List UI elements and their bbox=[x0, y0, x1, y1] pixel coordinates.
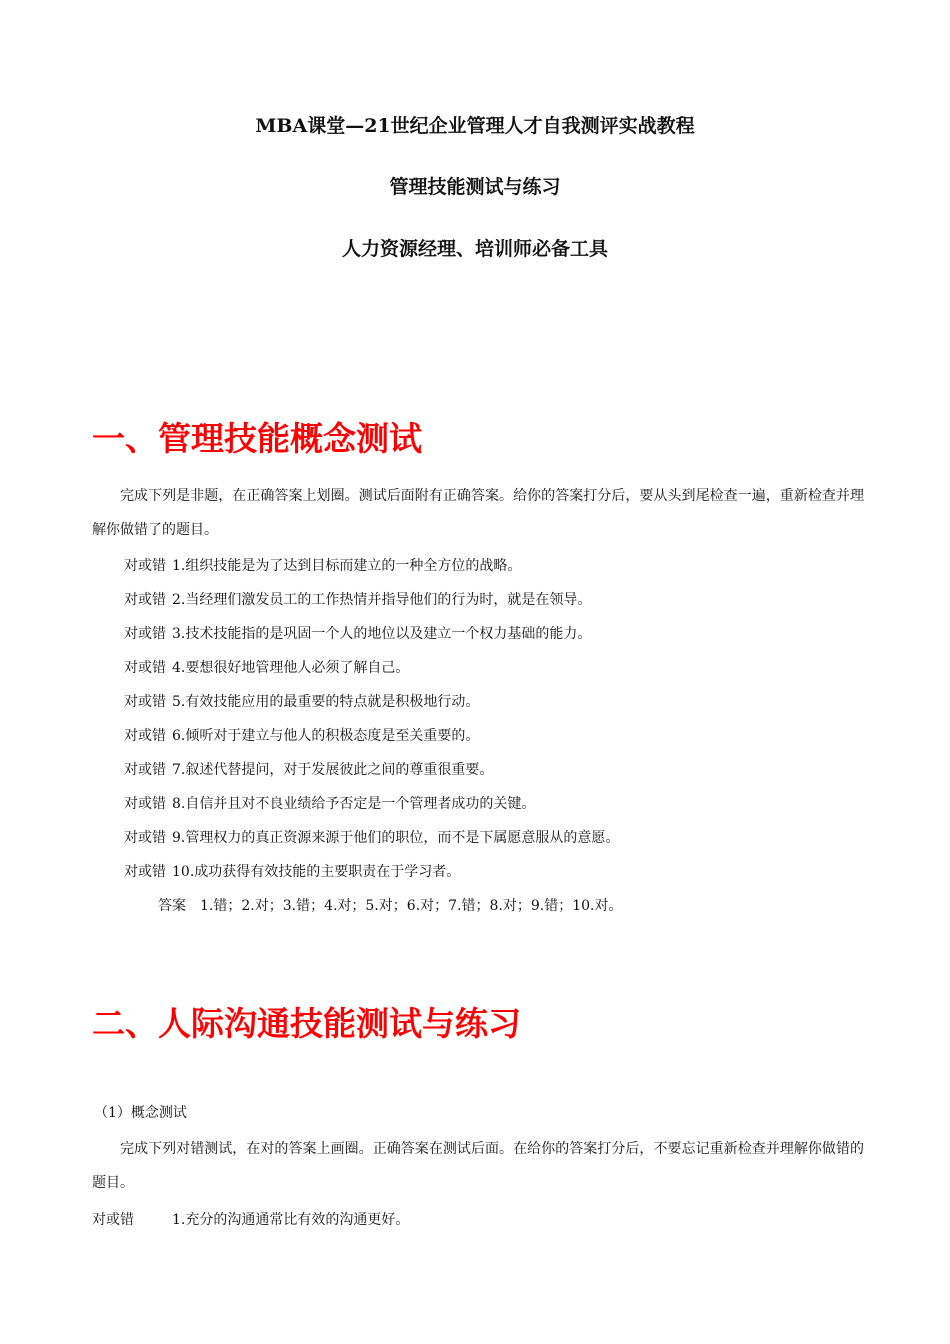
question-item bbox=[124, 828, 619, 848]
true-false-label: 对或错 bbox=[124, 762, 166, 778]
true-false-label: 对或错 bbox=[124, 694, 166, 710]
question-text: 3.技术技能指的是巩固一个人的地位以及建立一个权力基础的能力。 bbox=[172, 626, 592, 642]
question-text: 2.当经理们激发员工的工作热情并指导他们的行为时，就是在领导。 bbox=[172, 592, 592, 608]
question-item bbox=[124, 658, 409, 678]
section2-heading: 二、人际沟通技能测试与练习 bbox=[92, 1004, 521, 1043]
question-text: 6.倾听对于建立与他人的积极态度是至关重要的。 bbox=[172, 728, 480, 744]
question-item bbox=[124, 692, 479, 712]
true-false-label: 对或错 bbox=[124, 728, 166, 744]
true-false-label: 对或错 bbox=[124, 796, 166, 812]
answer-key-values: 1.错；2.对；3.错；4.对；5.对；6.对；7.错；8.对；9.错；10.对。 bbox=[200, 898, 623, 914]
true-false-label: 对或错 bbox=[124, 830, 166, 846]
question-text: 4.要想很好地管理他人必须了解自己。 bbox=[172, 660, 410, 676]
answer-key bbox=[158, 896, 622, 916]
true-false-label: 对或错 bbox=[124, 660, 166, 676]
question-text: 1.充分的沟通通常比有效的沟通更好。 bbox=[172, 1212, 410, 1228]
answer-key-label: 答案 bbox=[158, 898, 186, 914]
question-text: 1.组织技能是为了达到目标而建立的一种全方位的战略。 bbox=[172, 558, 522, 574]
section2-intro: 完成下列对错测试，在对的答案上画圈。正确答案在测试后面。在给你的答案打分后，不要忘记重新检查并理解你做错的题目。 bbox=[92, 1141, 864, 1191]
true-false-label: 对或错 bbox=[124, 864, 166, 880]
question-item bbox=[124, 624, 591, 644]
question-text: 9.管理权力的真正资源来源于他们的职位，而不是下属愿意服从的意愿。 bbox=[172, 830, 620, 846]
true-false-label: 对或错 bbox=[124, 592, 166, 608]
true-false-label: 对或错 bbox=[92, 1212, 134, 1228]
question-item bbox=[92, 1210, 409, 1230]
section1-heading: 一、管理技能概念测试 bbox=[92, 419, 422, 458]
question-item bbox=[124, 760, 493, 780]
document-tagline: 人力资源经理、培训师必备工具 bbox=[341, 238, 608, 260]
section1-intro: 完成下列是非题，在正确答案上划圈。测试后面附有正确答案。给你的答案打分后，要从头到尾检查一遍，重新检查并理解你做错了的题目。 bbox=[92, 488, 864, 538]
question-text: 7.叙述代替提问，对于发展彼此之间的尊重很重要。 bbox=[172, 762, 494, 778]
question-text: 8.自信并且对不良业绩给予否定是一个管理者成功的关键。 bbox=[172, 796, 536, 812]
true-false-label: 对或错 bbox=[124, 558, 166, 574]
question-text: 10.成功获得有效技能的主要职责在于学习者。 bbox=[172, 864, 461, 880]
question-item bbox=[124, 726, 479, 746]
question-item bbox=[124, 556, 521, 576]
question-text: 5.有效技能应用的最重要的特点就是积极地行动。 bbox=[172, 694, 480, 710]
question-item bbox=[124, 862, 460, 882]
document-subtitle: 管理技能测试与练习 bbox=[389, 176, 561, 198]
question-item bbox=[124, 590, 591, 610]
true-false-label: 对或错 bbox=[124, 626, 166, 642]
section2-subheading: （1）概念测试 bbox=[94, 1105, 187, 1121]
document-title: MBA课堂—21世纪企业管理人才自我测评实战教程 bbox=[255, 115, 695, 137]
question-item bbox=[124, 794, 535, 814]
